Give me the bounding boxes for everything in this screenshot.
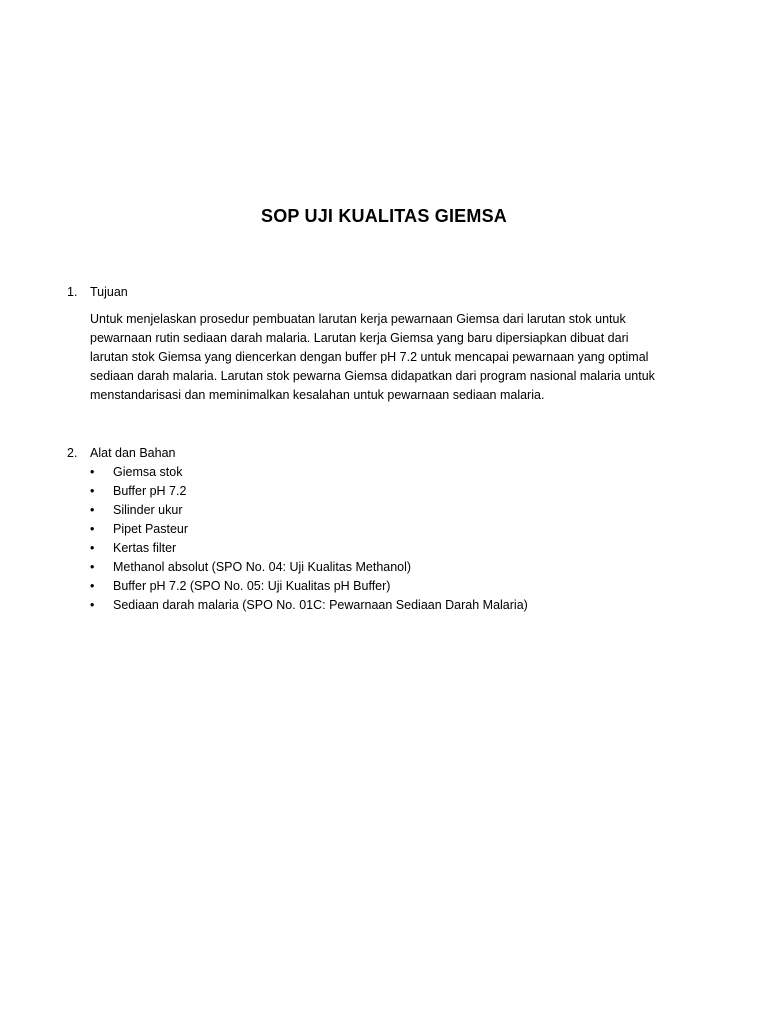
list-item-text: Kertas filter <box>113 541 177 555</box>
bullet-icon: • <box>90 579 95 593</box>
list-item <box>90 501 687 520</box>
bullet-icon: • <box>90 560 95 574</box>
list-item-text: Pipet Pasteur <box>113 522 189 536</box>
section-heading <box>67 283 687 302</box>
list-item-text: Silinder ukur <box>113 503 183 517</box>
list-item <box>90 520 687 539</box>
bullet-icon: • <box>90 465 95 479</box>
materials-list <box>90 463 687 615</box>
section-title: Tujuan <box>90 285 128 299</box>
section-number: 1. <box>67 285 78 299</box>
paragraph-line: pewarnaan rutin sediaan darah malaria. Larutan kerja Giemsa yang baru dipersiapkan dibuat dari <box>90 331 629 345</box>
paragraph-line: larutan stok Giemsa yang diencerkan dengan buffer pH 7.2 untuk mencapai pewarnaan yang optimal <box>90 350 649 364</box>
list-item <box>90 558 687 577</box>
paragraph-line: menstandarisasi dan meminimalkan kesalahan untuk pewarnaan sediaan malaria. <box>90 388 545 402</box>
list-item <box>90 539 687 558</box>
document-title: SOP UJI KUALITAS GIEMSA <box>261 206 507 226</box>
paragraph-line: Untuk menjelaskan prosedur pembuatan larutan kerja pewarnaan Giemsa dari larutan stok untuk <box>90 312 626 326</box>
list-item-text: Buffer pH 7.2 (SPO No. 05: Uji Kualitas pH Buffer) <box>113 579 391 593</box>
section-title: Alat dan Bahan <box>90 446 176 460</box>
bullet-icon: • <box>90 522 95 536</box>
bullet-icon: • <box>90 541 95 555</box>
bullet-icon: • <box>90 503 95 517</box>
section-tujuan <box>67 283 687 405</box>
bullet-icon: • <box>90 598 95 612</box>
paragraph-line: sediaan darah malaria. Larutan stok pewarna Giemsa didapatkan dari program nasional malaria untuk <box>90 369 655 383</box>
bullet-icon: • <box>90 484 95 498</box>
section-heading <box>67 444 687 463</box>
list-item <box>90 482 687 501</box>
list-item <box>90 463 687 482</box>
section-paragraph <box>90 310 665 405</box>
list-item-text: Methanol absolut (SPO No. 04: Uji Kualitas Methanol) <box>113 560 412 574</box>
list-item <box>90 596 687 615</box>
list-item-text: Buffer pH 7.2 <box>113 484 187 498</box>
list-item-text: Sediaan darah malaria (SPO No. 01C: Pewarnaan Sediaan Darah Malaria) <box>113 598 528 612</box>
list-item-text: Giemsa stok <box>113 465 183 479</box>
section-number: 2. <box>67 446 78 460</box>
section-alat-dan-bahan <box>67 444 687 615</box>
list-item <box>90 577 687 596</box>
